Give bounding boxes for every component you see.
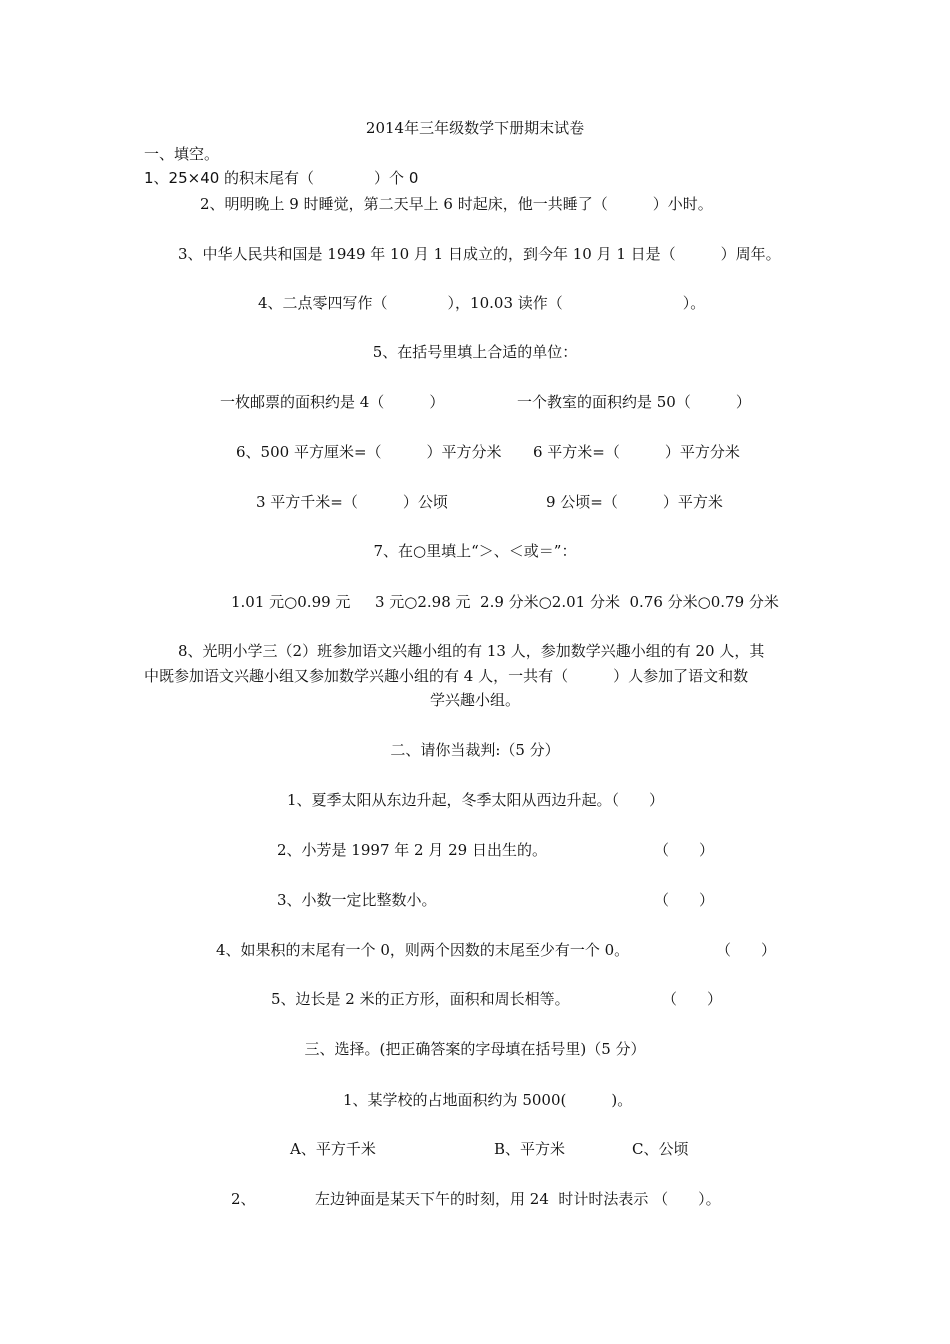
question-1-4: 4、二点零四写作（ ），10.03 读作（ ）。 bbox=[258, 294, 706, 312]
judge-item-4-bracket: （ ） bbox=[716, 941, 777, 959]
question-1-8-line3: 学兴趣小组。 bbox=[429, 691, 520, 709]
choice-question-2: 左边钟面是某天下午的时刻，用 24 时计时法表示 （ ）。 bbox=[315, 1190, 721, 1208]
judge-item-5: 5、边长是 2 米的正方形，面积和周长相等。 bbox=[271, 990, 570, 1008]
judge-item-1: 1、夏季太阳从东边升起，冬季太阳从西边升起。（ ） bbox=[287, 791, 665, 809]
question-1-6-b: 6 平方米=（ ）平方分米 bbox=[533, 443, 740, 461]
section2-heading: 二、请你当裁判:（5 分） bbox=[390, 741, 560, 759]
question-1-6-d: 9 公顷=（ ）平方米 bbox=[546, 493, 723, 511]
section1-heading: 一、填空。 bbox=[144, 145, 220, 163]
question-1-2: 2、明明晚上 9 时睡觉，第二天早上 6 时起床，他一共睡了（ ）小时。 bbox=[200, 195, 713, 213]
question-1-8-line1: 8、光明小学三（2）班参加语文兴趣小组的有 13 人，参加数学兴趣小组的有 20 人，其 bbox=[178, 642, 765, 660]
choice-question-2-number: 2、 bbox=[231, 1190, 256, 1208]
question-1-6-a: 6、500 平方厘米=（ ）平方分米 bbox=[236, 443, 502, 461]
question-1-5-a: 一枚邮票的面积约是 4（ ） bbox=[220, 393, 445, 411]
choice-1-option-b: B、平方米 bbox=[494, 1140, 566, 1158]
judge-item-3: 3、小数一定比整数小。 bbox=[277, 891, 437, 909]
choice-1-option-c: C、公顷 bbox=[632, 1140, 689, 1158]
question-1-1: 1、25×40 的积末尾有（ ）个 0 bbox=[144, 169, 419, 187]
question-1-5: 5、在括号里填上合适的单位： bbox=[372, 343, 578, 361]
choice-1-option-a: A、平方千米 bbox=[290, 1140, 376, 1158]
question-1-6-c: 3 平方千米=（ ）公顷 bbox=[256, 493, 448, 511]
question-1-7-items: 1.01 元○0.99 元 3 元○2.98 元 2.9 分米○2.01 分米 0.76 分米○0.79 分米 bbox=[231, 593, 779, 611]
question-1-7: 7、在○里填上“＞、＜或＝”： bbox=[373, 542, 577, 560]
choice-question-1: 1、某学校的占地面积约为 5000( )。 bbox=[343, 1091, 633, 1109]
question-1-3: 3、中华人民共和国是 1949 年 10 月 1 日成立的，到今年 10 月 1 日是（ ）周年。 bbox=[178, 245, 781, 263]
judge-item-4: 4、如果积的末尾有一个 0，则两个因数的末尾至少有一个 0。 bbox=[216, 941, 630, 959]
judge-item-2-bracket: （ ） bbox=[654, 841, 715, 859]
question-1-5-b: 一个教室的面积约是 50（ ） bbox=[517, 393, 751, 411]
judge-item-5-bracket: （ ） bbox=[662, 990, 723, 1008]
judge-item-2: 2、小芳是 1997 年 2 月 29 日出生的。 bbox=[277, 841, 547, 859]
question-1-8-line2: 中既参加语文兴趣小组又参加数学兴趣小组的有 4 人，一共有（ ）人参加了语文和数 bbox=[144, 667, 749, 685]
section3-heading: 三、选择。(把正确答案的字母填在括号里)（5 分） bbox=[304, 1040, 646, 1058]
exam-title: 2014年三年级数学下册期末试卷 bbox=[365, 119, 585, 137]
judge-item-3-bracket: （ ） bbox=[654, 891, 715, 909]
